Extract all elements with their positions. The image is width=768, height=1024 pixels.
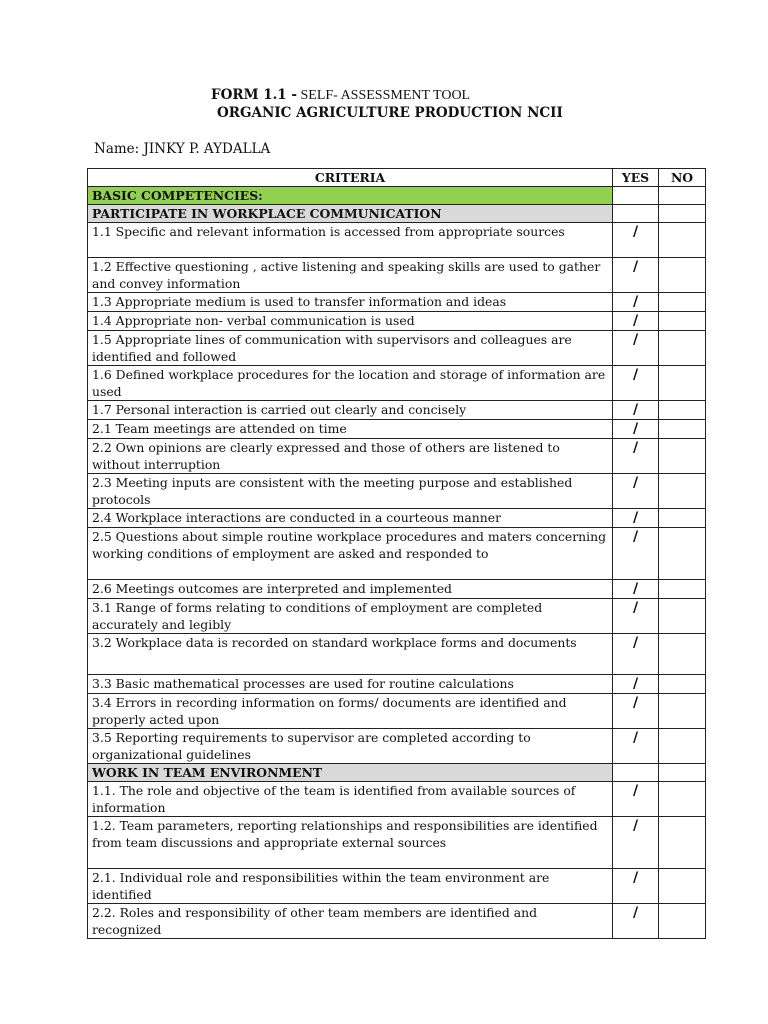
section-row <box>88 764 706 782</box>
form-subtitle: ORGANIC AGRICULTURE PRODUCTION NCII <box>217 105 563 121</box>
table-row <box>88 634 706 675</box>
table-row <box>88 509 706 528</box>
yes-cell: / <box>613 782 659 817</box>
criteria-cell: 1.6 Defined workplace procedures for the location and storage of information are used <box>88 366 613 401</box>
table-row <box>88 420 706 439</box>
no-cell <box>659 258 706 293</box>
yes-cell: / <box>613 904 659 939</box>
criteria-cell: 2.6 Meetings outcomes are interpreted and implemented <box>88 580 613 599</box>
form-number: FORM 1.1 - <box>211 87 297 103</box>
no-cell <box>659 634 706 675</box>
yes-cell: / <box>613 869 659 904</box>
criteria-cell: WORK IN TEAM ENVIRONMENT <box>88 764 613 782</box>
criteria-cell: 3.5 Reporting requirements to supervisor are completed according to organizational guidelines <box>88 729 613 764</box>
no-cell <box>659 904 706 939</box>
form-title <box>211 87 470 104</box>
yes-cell: / <box>613 258 659 293</box>
no-cell <box>659 474 706 509</box>
yes-cell: / <box>613 729 659 764</box>
no-header: NO <box>659 169 706 187</box>
criteria-cell: 1.5 Appropriate lines of communication with supervisors and colleagues are identified and followed <box>88 331 613 366</box>
table-row <box>88 782 706 817</box>
no-cell <box>659 401 706 420</box>
no-cell <box>659 764 706 782</box>
assessment-table <box>87 168 706 939</box>
table-row <box>88 312 706 331</box>
no-cell <box>659 187 706 205</box>
yes-cell: / <box>613 634 659 675</box>
criteria-header: CRITERIA <box>88 169 613 187</box>
table-row <box>88 729 706 764</box>
yes-cell: / <box>613 675 659 694</box>
table-row <box>88 223 706 258</box>
table-row <box>88 817 706 869</box>
criteria-cell: 1.1 Specific and relevant information is accessed from appropriate sources <box>88 223 613 258</box>
no-cell <box>659 599 706 634</box>
no-cell <box>659 331 706 366</box>
yes-cell: / <box>613 509 659 528</box>
no-cell <box>659 729 706 764</box>
yes-header: YES <box>613 169 659 187</box>
yes-cell: / <box>613 580 659 599</box>
section-row <box>88 187 706 205</box>
yes-cell: / <box>613 293 659 312</box>
no-cell <box>659 580 706 599</box>
yes-cell: / <box>613 528 659 580</box>
section-row <box>88 205 706 223</box>
no-cell <box>659 293 706 312</box>
criteria-cell: 3.4 Errors in recording information on forms/ documents are identified and properly acted upon <box>88 694 613 729</box>
assessee-name: Name: JINKY P. AYDALLA <box>94 141 271 157</box>
table-row <box>88 694 706 729</box>
yes-cell: / <box>613 694 659 729</box>
criteria-cell: BASIC COMPETENCIES: <box>88 187 613 205</box>
table-row <box>88 904 706 939</box>
yes-cell: / <box>613 439 659 474</box>
table-row <box>88 439 706 474</box>
criteria-cell: 3.2 Workplace data is recorded on standard workplace forms and documents <box>88 634 613 675</box>
criteria-cell: 2.3 Meeting inputs are consistent with the meeting purpose and established protocols <box>88 474 613 509</box>
no-cell <box>659 509 706 528</box>
table-header-row <box>88 169 706 187</box>
no-cell <box>659 869 706 904</box>
no-cell <box>659 312 706 331</box>
criteria-cell: 2.1. Individual role and responsibilities within the team environment are identified <box>88 869 613 904</box>
yes-cell: / <box>613 420 659 439</box>
yes-cell: / <box>613 331 659 366</box>
criteria-cell: 1.4 Appropriate non- verbal communication is used <box>88 312 613 331</box>
criteria-cell: 3.3 Basic mathematical processes are used for routine calculations <box>88 675 613 694</box>
no-cell <box>659 528 706 580</box>
no-cell <box>659 675 706 694</box>
yes-cell: / <box>613 474 659 509</box>
form-title-text: SELF- ASSESSMENT TOOL <box>297 88 471 103</box>
no-cell <box>659 420 706 439</box>
yes-cell <box>613 764 659 782</box>
criteria-cell: 1.3 Appropriate medium is used to transfer information and ideas <box>88 293 613 312</box>
no-cell <box>659 439 706 474</box>
yes-cell: / <box>613 817 659 869</box>
criteria-cell: 2.5 Questions about simple routine workplace procedures and maters concerning working conditions of employment are asked and responded to <box>88 528 613 580</box>
no-cell <box>659 817 706 869</box>
table-row <box>88 293 706 312</box>
no-cell <box>659 223 706 258</box>
table-row <box>88 366 706 401</box>
criteria-cell: 1.2 Effective questioning , active listening and speaking skills are used to gather and convey information <box>88 258 613 293</box>
table-row <box>88 258 706 293</box>
yes-cell: / <box>613 599 659 634</box>
criteria-cell: 3.1 Range of forms relating to conditions of employment are completed accurately and legibly <box>88 599 613 634</box>
yes-cell: / <box>613 223 659 258</box>
table-row <box>88 474 706 509</box>
criteria-cell: 2.2. Roles and responsibility of other team members are identified and recognized <box>88 904 613 939</box>
yes-cell: / <box>613 312 659 331</box>
yes-cell <box>613 205 659 223</box>
yes-cell: / <box>613 401 659 420</box>
criteria-cell: 2.4 Workplace interactions are conducted in a courteous manner <box>88 509 613 528</box>
criteria-cell: 2.1 Team meetings are attended on time <box>88 420 613 439</box>
criteria-cell: 2.2 Own opinions are clearly expressed and those of others are listened to without interruption <box>88 439 613 474</box>
criteria-cell: 1.7 Personal interaction is carried out clearly and concisely <box>88 401 613 420</box>
table-row <box>88 580 706 599</box>
table-row <box>88 331 706 366</box>
no-cell <box>659 366 706 401</box>
table-row <box>88 675 706 694</box>
criteria-cell: PARTICIPATE IN WORKPLACE COMMUNICATION <box>88 205 613 223</box>
table-body <box>88 187 706 939</box>
no-cell <box>659 694 706 729</box>
yes-cell <box>613 187 659 205</box>
no-cell <box>659 205 706 223</box>
table-row <box>88 401 706 420</box>
no-cell <box>659 782 706 817</box>
criteria-cell: 1.1. The role and objective of the team is identified from available sources of information <box>88 782 613 817</box>
table-row <box>88 528 706 580</box>
criteria-cell: 1.2. Team parameters, reporting relationships and responsibilities are identified from team discussions and appropriate external sources <box>88 817 613 869</box>
table-row <box>88 869 706 904</box>
table-row <box>88 599 706 634</box>
yes-cell: / <box>613 366 659 401</box>
